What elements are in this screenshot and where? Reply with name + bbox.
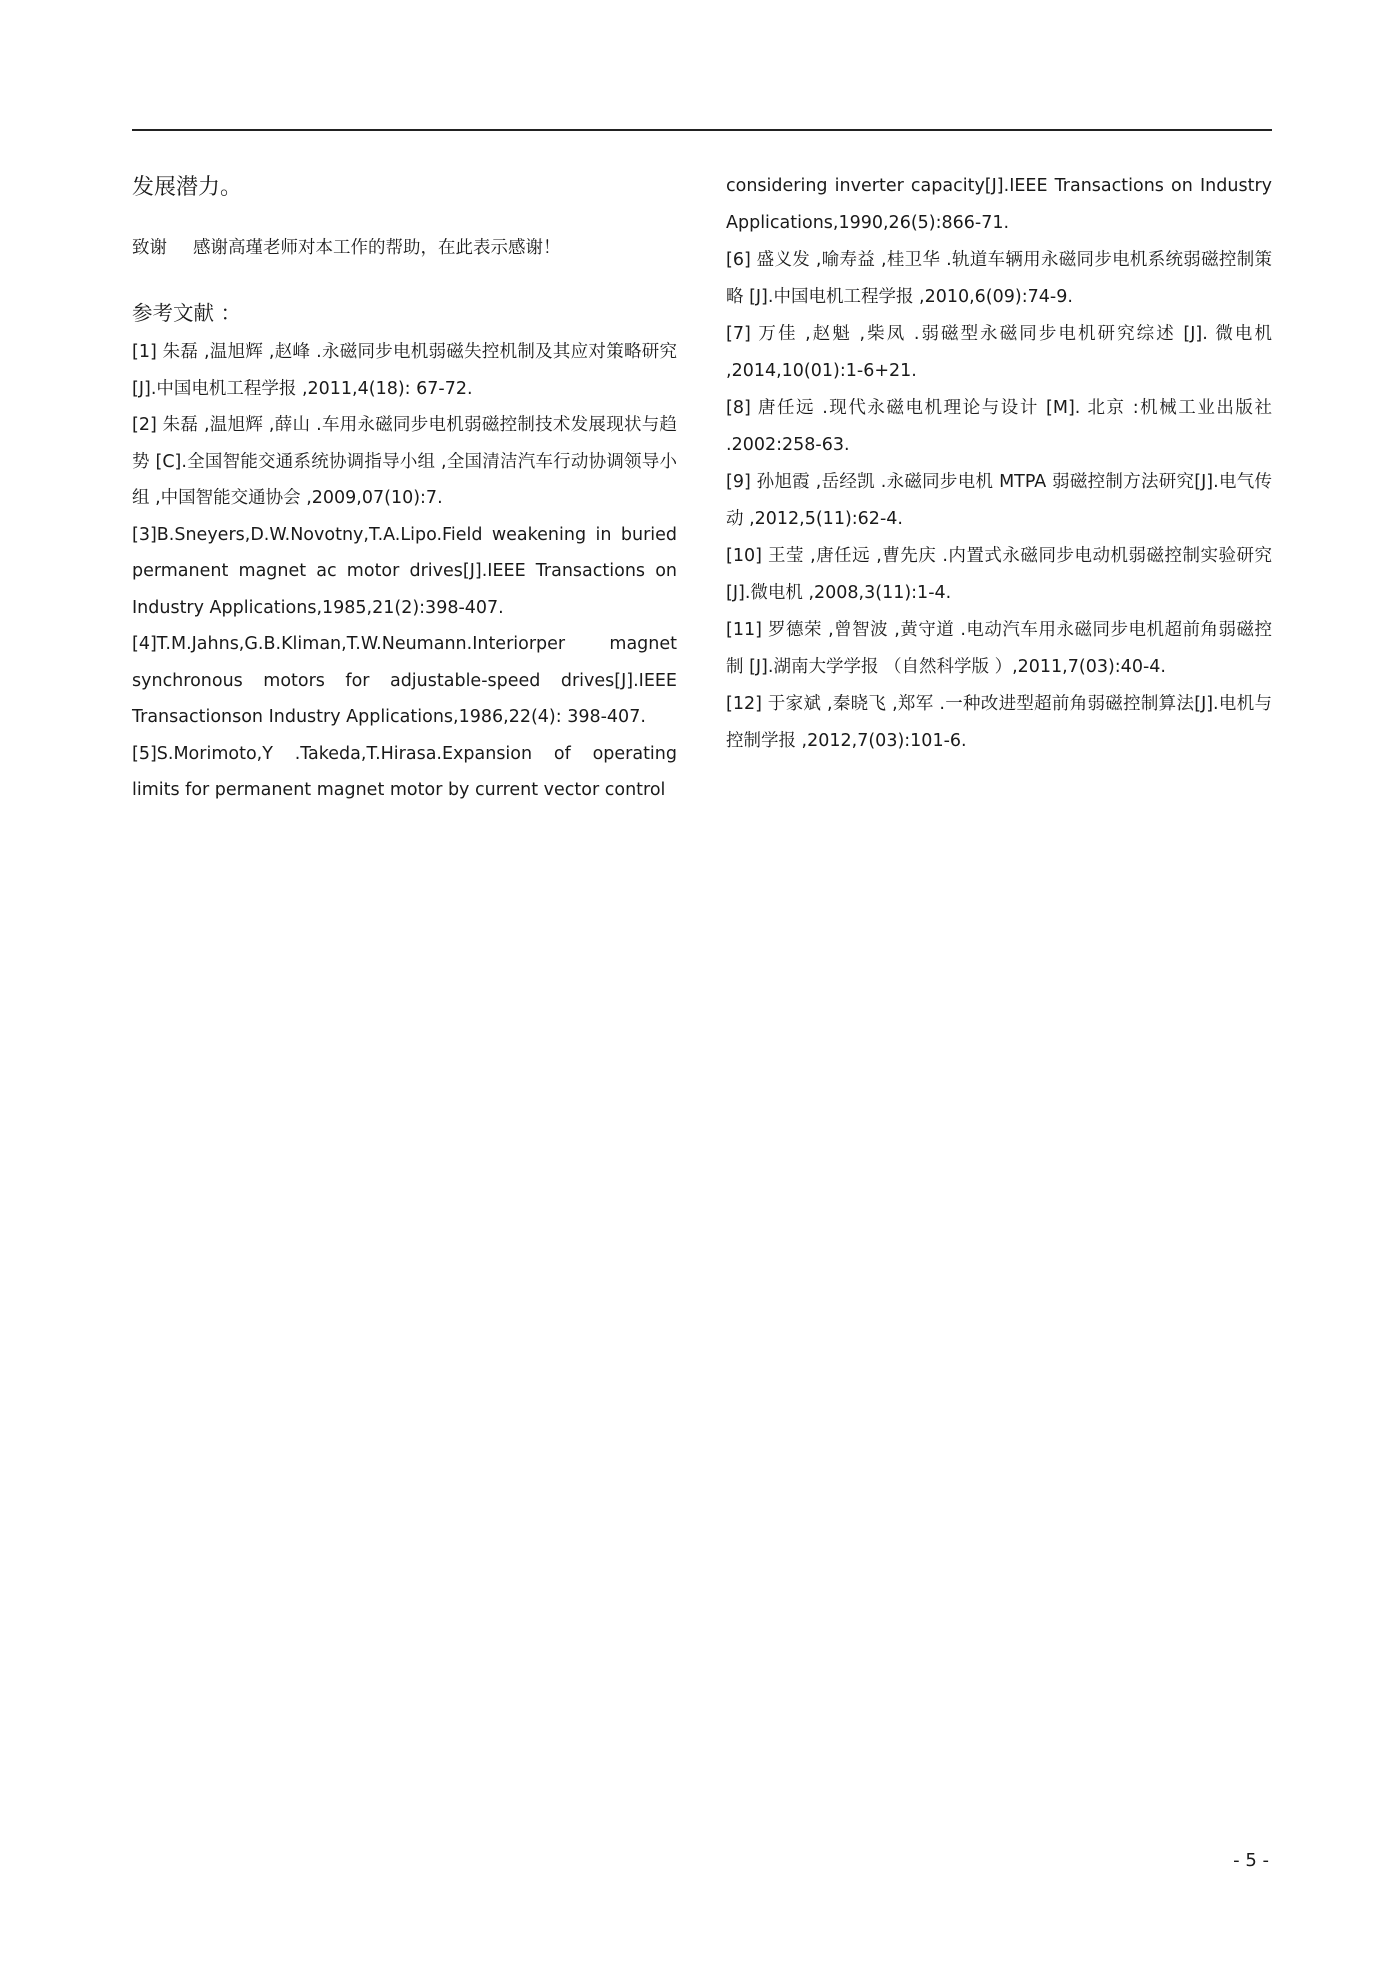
references-title: 参考文献 ： [132,301,242,325]
left-column [132,168,677,809]
reference-12: [12] 于家斌 ,秦晓飞 ,郑军 .一种改进型超前角弱磁控制算法[J].电机与控制学报 ,2012,7(03):101-6. [726,694,1272,751]
acknowledgement-text: 感谢高瑾老师对本工作的帮助，在此表示感谢！ [193,238,561,258]
page-number: - 5 - [1233,1850,1269,1871]
reference-11: [11] 罗德荣 ,曾智波 ,黄守道 .电动汽车用永磁同步电机超前角弱磁控制 [J].湖南大学学报 （自然科学版 ）,2011,7(03):40-4. [726,620,1272,677]
reference-4: [4]T.M.Jahns,G.B.Kliman,T.W.Neumann.Interiorper magnet synchronous motors for adjustable-speed drives[J].IEEE Transactionson Industry Applications,1986,22(4): 398-407. [132,634,677,727]
reference-9: [9] 孙旭霞 ,岳经凯 .永磁同步电机 MTPA 弱磁控制方法研究[J].电气传动 ,2012,5(11):62-4. [726,472,1272,529]
reference-8: [8] 唐任远 .现代永磁电机理论与设计 [M]. 北京 :机械工业出版社 .2002:258-63. [726,398,1272,455]
reference-10: [10] 王莹 ,唐任远 ,曹先庆 .内置式永磁同步电动机弱磁控制实验研究 [J].微电机 ,2008,3(11):1-4. [726,546,1272,603]
reference-2: [2] 朱磊 ,温旭辉 ,薛山 .车用永磁同步电机弱磁控制技术发展现状与趋势 [C].全国智能交通系统协调指导小组 ,全国清洁汽车行动协调领导小组 ,中国智能交通协会 ,2009,07(10):7. [132,415,677,508]
reference-1: [1] 朱磊 ,温旭辉 ,赵峰 .永磁同步电机弱磁失控机制及其应对策略研究 [J].中国电机工程学报 ,2011,4(18): 67-72. [132,342,677,399]
acknowledgement [132,234,677,262]
reference-6: [6] 盛义发 ,喻寿益 ,桂卫华 .轨道车辆用永磁同步电机系统弱磁控制策略 [J].中国电机工程学报 ,2010,6(09):74-9. [726,250,1272,307]
continuation-text: 发展潜力。 [132,175,243,200]
reference-5: [5]S.Morimoto,Y .Takeda,T.Hirasa.Expansion of operating limits for permanent magnet motor by current vector control [132,743,677,800]
reference-3: [3]B.Sneyers,D.W.Novotny,T.A.Lipo.Field weakening in buried permanent magnet ac motor drives[J].IEEE Transactions on Industry Applications,1985,21(2):398-407. [132,524,677,618]
acknowledgement-label: 致谢 [132,238,167,258]
reference-5-continued: considering inverter capacity[J].IEEE Transactions on Industry Applications,1990,26(5):866-71. [726,176,1272,233]
header-rule [132,129,1272,131]
right-column [726,168,1272,760]
reference-7: [7] 万佳 ,赵魁 ,柴凤 .弱磁型永磁同步电机研究综述 [J]. 微电机 ,2014,10(01):1-6+21. [726,324,1272,381]
